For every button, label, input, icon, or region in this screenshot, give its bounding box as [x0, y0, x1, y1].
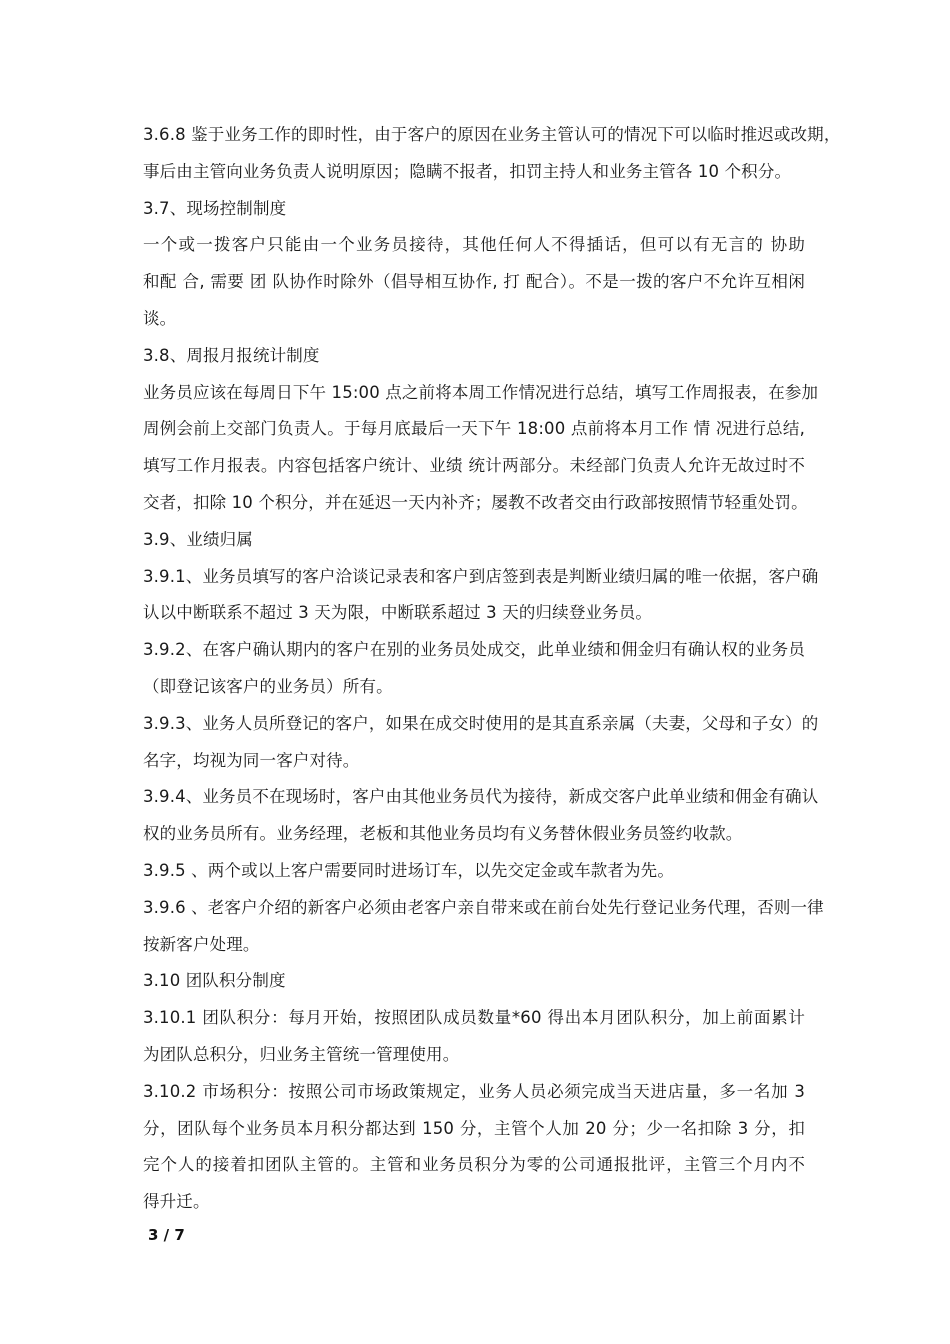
text-line: 3.10.1 团队积分：每月开始，按照团队成员数量*60 得出本月团队积分，加上前面累计: [143, 1008, 805, 1028]
document-body: [143, 117, 841, 1221]
text-line: 3.10.2 市场积分：按照公司市场政策规定，业务人员必须完成当天进店量，多一名加 3: [143, 1081, 805, 1101]
text-line: 周例会前上交部门负责人。于每月底最后一天下午 18:00 点前将本月工作 情 况进行总结,: [143, 419, 805, 439]
text-line: 认以中断联系不超过 3 天为限，中断联系超过 3 天的归续登业务员。: [143, 603, 653, 623]
text-line: 和配 合, 需要 团 队协作时除外（倡导相互协作, 打 配合）。不是一拨的客户不允许互相闲: [143, 272, 805, 292]
text-line: 名字，均视为同一客户对待。: [143, 750, 360, 770]
text-line: 完个人的接着扣团队主管的。主管和业务员积分为零的公司通报批评，主管三个月内不: [143, 1155, 805, 1175]
text-line: 3.9.3、业务人员所登记的客户，如果在成交时使用的是其直系亲属（夫妻，父母和子女）的: [143, 713, 819, 733]
text-line: 3.9.2、在客户确认期内的客户在别的业务员处成交，此单业绩和佣金归有确认权的业务员: [143, 640, 805, 660]
text-line: 3.9、业绩归属: [143, 529, 253, 549]
text-line: 3.9.5 、两个或以上客户需要同时进场订车，以先交定金或车款者为先。: [143, 860, 674, 880]
text-line: 交者，扣除 10 个积分，并在延迟一天内补齐；屡教不改者交由行政部按照情节轻重处罚。: [143, 492, 808, 512]
page-number: 3 / 7: [148, 1226, 185, 1244]
text-line: 为团队总积分，归业务主管统一管理使用。: [143, 1044, 460, 1064]
text-line: 3.9.6 、老客户介绍的新客户必须由老客户亲自带来或在前台处先行登记业务代理，否则一律: [143, 897, 824, 917]
text-line: 3.7、现场控制制度: [143, 198, 287, 218]
text-line: 事后由主管向业务负责人说明原因；隐瞒不报者，扣罚主持人和业务主管各 10 个积分。: [143, 161, 792, 181]
text-line: 权的业务员所有。业务经理，老板和其他业务员均有义务替休假业务员签约收款。: [143, 824, 743, 844]
text-line: 一个或一拨客户只能由一个业务员接待，其他任何人不得插话，但可以有无言的 协助: [143, 235, 805, 255]
text-line: 业务员应该在每周日下午 15:00 点之前将本周工作情况进行总结，填写工作周报表，在参加: [143, 382, 819, 402]
text-line: 3.9.4、业务员不在现场时，客户由其他业务员代为接待，新成交客户此单业绩和佣金有确认: [143, 787, 819, 807]
text-line: 3.6.8 鉴于业务工作的即时性，由于客户的原因在业务主管认可的情况下可以临时推迟或改期，: [143, 125, 841, 144]
text-line: 3.8、周报月报统计制度: [143, 345, 320, 365]
text-line: 得升迁。: [143, 1192, 210, 1212]
text-line: 分，团队每个业务员本月积分都达到 150 分，主管个人加 20 分；少一名扣除 3 分，扣: [143, 1118, 805, 1138]
text-line: 填写工作月报表。内容包括客户统计、业绩 统计两部分。未经部门负责人允许无故过时不: [143, 456, 805, 476]
text-line: 3.10 团队积分制度: [143, 971, 286, 991]
text-line: （即登记该客户的业务员）所有。: [143, 676, 393, 696]
text-line: 按新客户处理。: [143, 934, 260, 954]
text-line: 谈。: [143, 308, 177, 328]
text-line: 3.9.1、业务员填写的客户洽谈记录表和客户到店签到表是判断业绩归属的唯一依据，客户确: [143, 566, 819, 586]
